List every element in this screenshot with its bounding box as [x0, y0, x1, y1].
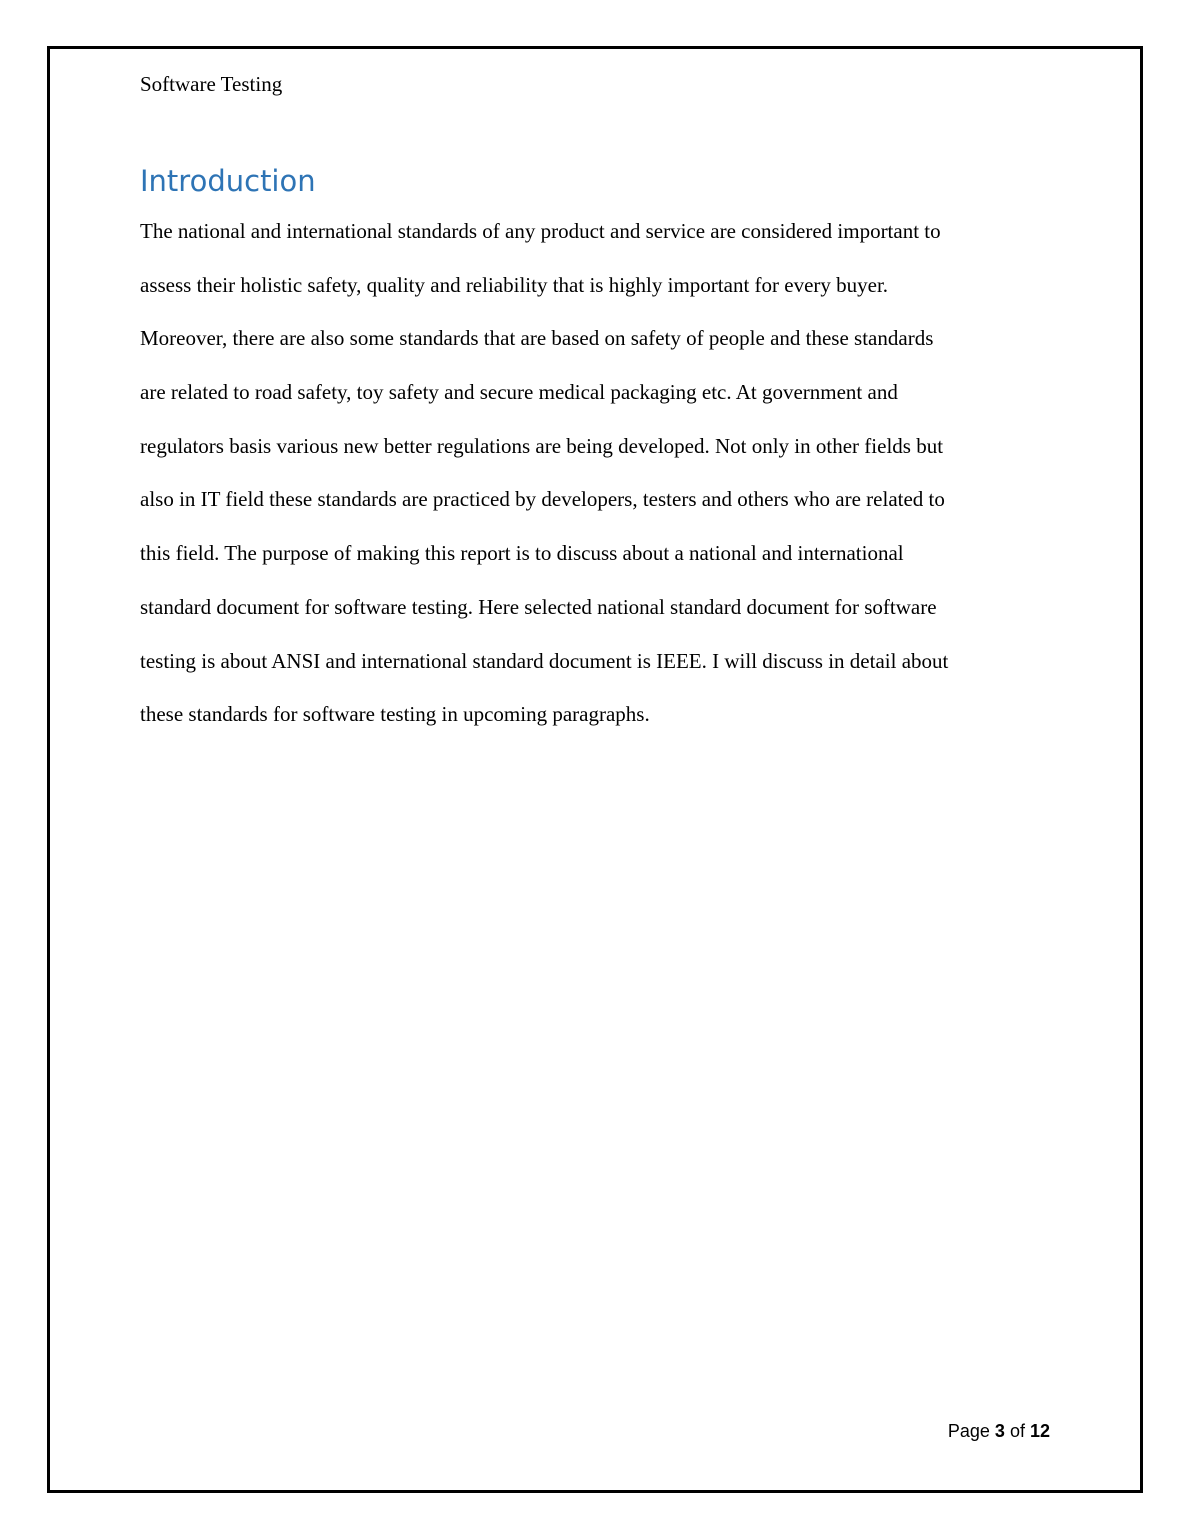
page-label: Page [947, 1421, 990, 1441]
page-number [900, 1418, 1050, 1444]
paragraph-line: regulators basis various new better regulations are being developed. Not only in other fields but [140, 433, 944, 458]
body-paragraph [140, 205, 1050, 742]
paragraph-line: testing is about ANSI and international standard document is IEEE. I will discuss in detail about [140, 648, 949, 673]
paragraph-line: this field. The purpose of making this report is to discuss about a national and international [140, 541, 904, 566]
running-header: Software Testing [140, 72, 283, 96]
paragraph-line: also in IT field these standards are practiced by developers, testers and others who are related to [140, 487, 945, 512]
paragraph-line: The national and international standards of any product and service are considered important to [140, 219, 941, 243]
paragraph-line: are related to road safety, toy safety and secure medical packaging etc. At government and [140, 380, 898, 405]
paragraph-line: assess their holistic safety, quality and reliability that is highly important for every buyer. [140, 272, 889, 297]
paragraph-line: these standards for software testing in upcoming paragraphs. [140, 702, 650, 727]
section-heading: Introduction [140, 164, 316, 198]
paragraph-line: standard document for software testing. Here selected national standard document for software [140, 594, 937, 619]
paragraph-line: Moreover, there are also some standards that are based on safety of people and these standards [140, 326, 934, 351]
current-page: 3 [994, 1421, 1005, 1441]
total-pages: 12 [1029, 1421, 1050, 1441]
of-label: of [1009, 1421, 1025, 1441]
